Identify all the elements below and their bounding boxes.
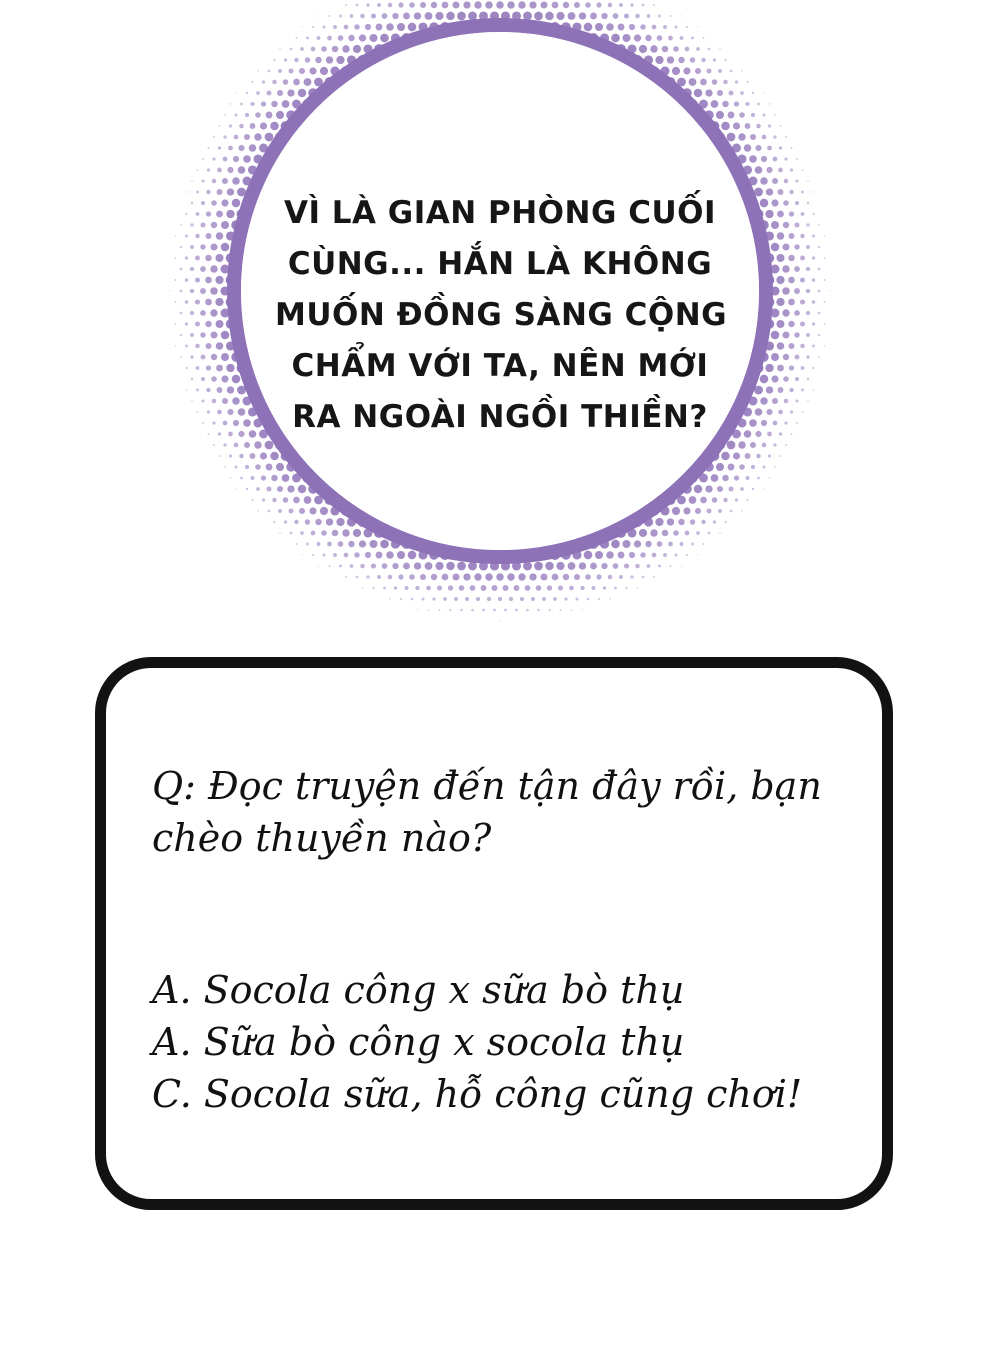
bubble-line: CHẨM VỚI TA, NÊN MỚI	[291, 348, 709, 384]
quiz-option-a1: A. Socola công x sữa bò thụ	[152, 968, 685, 1012]
bubble-line: CÙNG... HẮN LÀ KHÔNG	[287, 246, 713, 282]
question-line: chèo thuyền nào?	[152, 816, 492, 860]
speech-bubble-text	[275, 188, 728, 443]
quiz-panel	[95, 657, 893, 1210]
quiz-question	[152, 760, 872, 864]
bubble-line: MUỐN ĐỒNG SÀNG CỘNG	[275, 297, 728, 333]
question-line: Q: Đọc truyện đến tận đây rồi, bạn	[152, 764, 822, 808]
bubble-line: VÌ LÀ GIAN PHÒNG CUỐI	[283, 195, 717, 231]
bubble-line: RA NGOÀI NGỒI THIỀN?	[292, 399, 708, 435]
quiz-options	[152, 964, 872, 1120]
quiz-option-a2: A. Sữa bò công x socola thụ	[152, 1020, 685, 1064]
quiz-option-c: C. Socola sữa, hỗ công cũng chơi!	[152, 1072, 803, 1116]
